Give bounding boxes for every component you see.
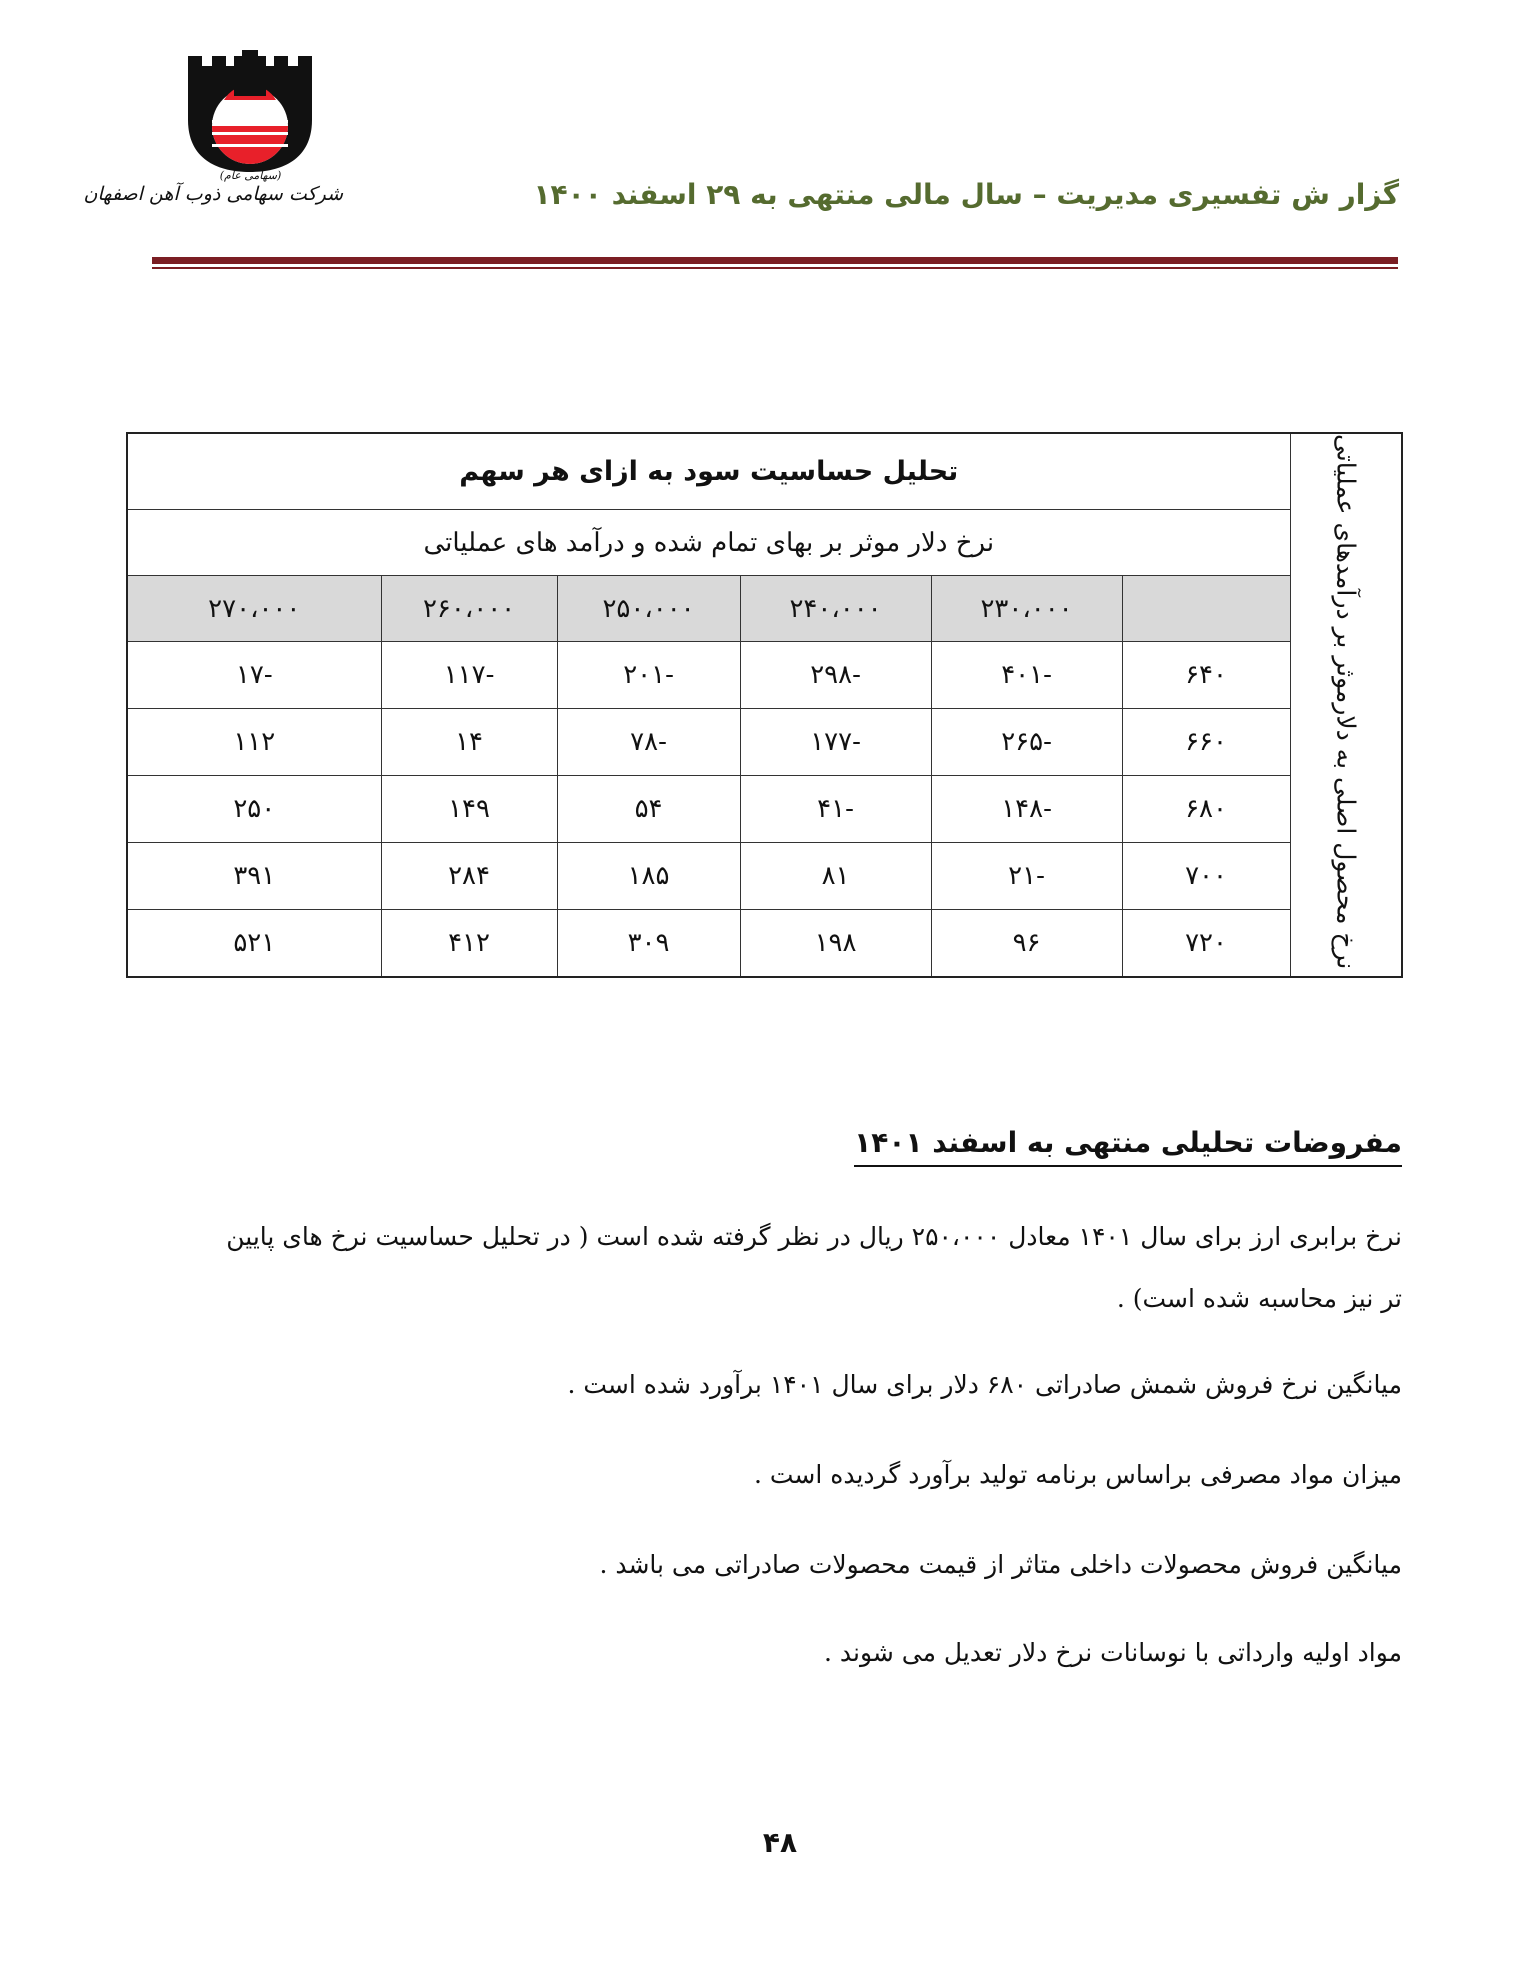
table-row (127, 642, 1402, 709)
side-label-cell (1290, 433, 1402, 977)
company-name: شرکت سهامی ذوب آهن اصفهان (83, 183, 343, 205)
company-type: (سهامی عام) (219, 169, 282, 182)
table-cell: ۱۱۲ (127, 709, 381, 776)
assumption-paragraph: میزان مواد مصرفی براساس برنامه تولید برآورد گردیده است . (753, 1460, 1402, 1489)
table-cell: ۳۹۱ (127, 843, 381, 910)
header-corner-cell (1122, 576, 1290, 642)
column-header: ۲۶۰،۰۰۰ (381, 576, 557, 642)
table-row (127, 910, 1402, 978)
table-cell: ۲۵۰ (127, 776, 381, 843)
table-cell: ۵۲۱ (127, 910, 381, 978)
assumption-paragraph: نرخ برابری ارز برای سال ۱۴۰۱ معادل ۲۵۰،۰۰۰ ریال در نظر گرفته شده است ( در تحلیل حساسیت نرخ های پایین تر نیز محاسبه شده است) . (226, 1222, 1402, 1313)
side-label: نرخ محصول اصلی به دلارموثر بر درآمدهای عملیاتی (1331, 434, 1361, 970)
assumption-paragraph: میانگین نرخ فروش شمش صادراتی ۶۸۰ دلار برای سال ۱۴۰۱ برآورد شده است . (567, 1370, 1402, 1399)
table-cell: ۳۰۹ (557, 910, 740, 978)
table-cell: ۴۱۲ (381, 910, 557, 978)
table-cell: -۱۷ (127, 642, 381, 709)
table-cell: ۹۶ (931, 910, 1122, 978)
table-cell: ۵۴ (557, 776, 740, 843)
page-number: ۴۸ (762, 1826, 798, 1859)
table-row (127, 776, 1402, 843)
row-label: ۶۸۰ (1122, 776, 1290, 843)
sensitivity-table (126, 432, 1403, 978)
row-label: ۷۰۰ (1122, 843, 1290, 910)
table-title: تحلیل حساسیت سود به ازای هر سهم (127, 433, 1290, 510)
table-cell: ۲۸۴ (381, 843, 557, 910)
table-cell: ۱۹۸ (740, 910, 931, 978)
column-header: ۲۵۰،۰۰۰ (557, 576, 740, 642)
table-cell: -۱۷۷ (740, 709, 931, 776)
table-cell: -۲۶۵ (931, 709, 1122, 776)
column-header: ۲۷۰،۰۰۰ (127, 576, 381, 642)
report-title: گزار ش تفسیری مدیریت – سال مالی منتهی به ۲۹ اسفند ۱۴۰۰ (533, 178, 1399, 211)
assumption-paragraph: مواد اولیه وارداتی با نوسانات نرخ دلار تعدیل می شوند . (823, 1638, 1402, 1667)
row-label: ۶۴۰ (1122, 642, 1290, 709)
row-label: ۶۶۰ (1122, 709, 1290, 776)
column-header: ۲۳۰،۰۰۰ (931, 576, 1122, 642)
table-cell: -۱۴۸ (931, 776, 1122, 843)
table-cell: ۱۸۵ (557, 843, 740, 910)
header-divider-thin (152, 267, 1398, 269)
table-cell: -۲۱ (931, 843, 1122, 910)
assumption-paragraph: میانگین فروش محصولات داخلی متاثر از قیمت محصولات صادراتی می باشد . (599, 1550, 1402, 1579)
table-cell: -۲۰۱ (557, 642, 740, 709)
table-cell: ۱۴ (381, 709, 557, 776)
table-row (127, 709, 1402, 776)
header-divider (152, 257, 1398, 264)
table-cell: -۱۱۷ (381, 642, 557, 709)
table-cell: -۷۸ (557, 709, 740, 776)
table-subtitle: نرخ دلار موثر بر بهای تمام شده و درآمد های عملیاتی (127, 510, 1290, 576)
table-cell: ۱۴۹ (381, 776, 557, 843)
table-row (127, 843, 1402, 910)
table-cell: -۲۹۸ (740, 642, 931, 709)
row-label: ۷۲۰ (1122, 910, 1290, 978)
table-header-row (127, 576, 1402, 642)
table-cell: -۴۱ (740, 776, 931, 843)
table-cell: ۸۱ (740, 843, 931, 910)
company-logo (83, 50, 350, 220)
table-cell: -۴۰۱ (931, 642, 1122, 709)
assumptions-heading: مفروضات تحلیلی منتهی به اسفند ۱۴۰۱ (854, 1126, 1402, 1167)
column-header: ۲۴۰،۰۰۰ (740, 576, 931, 642)
